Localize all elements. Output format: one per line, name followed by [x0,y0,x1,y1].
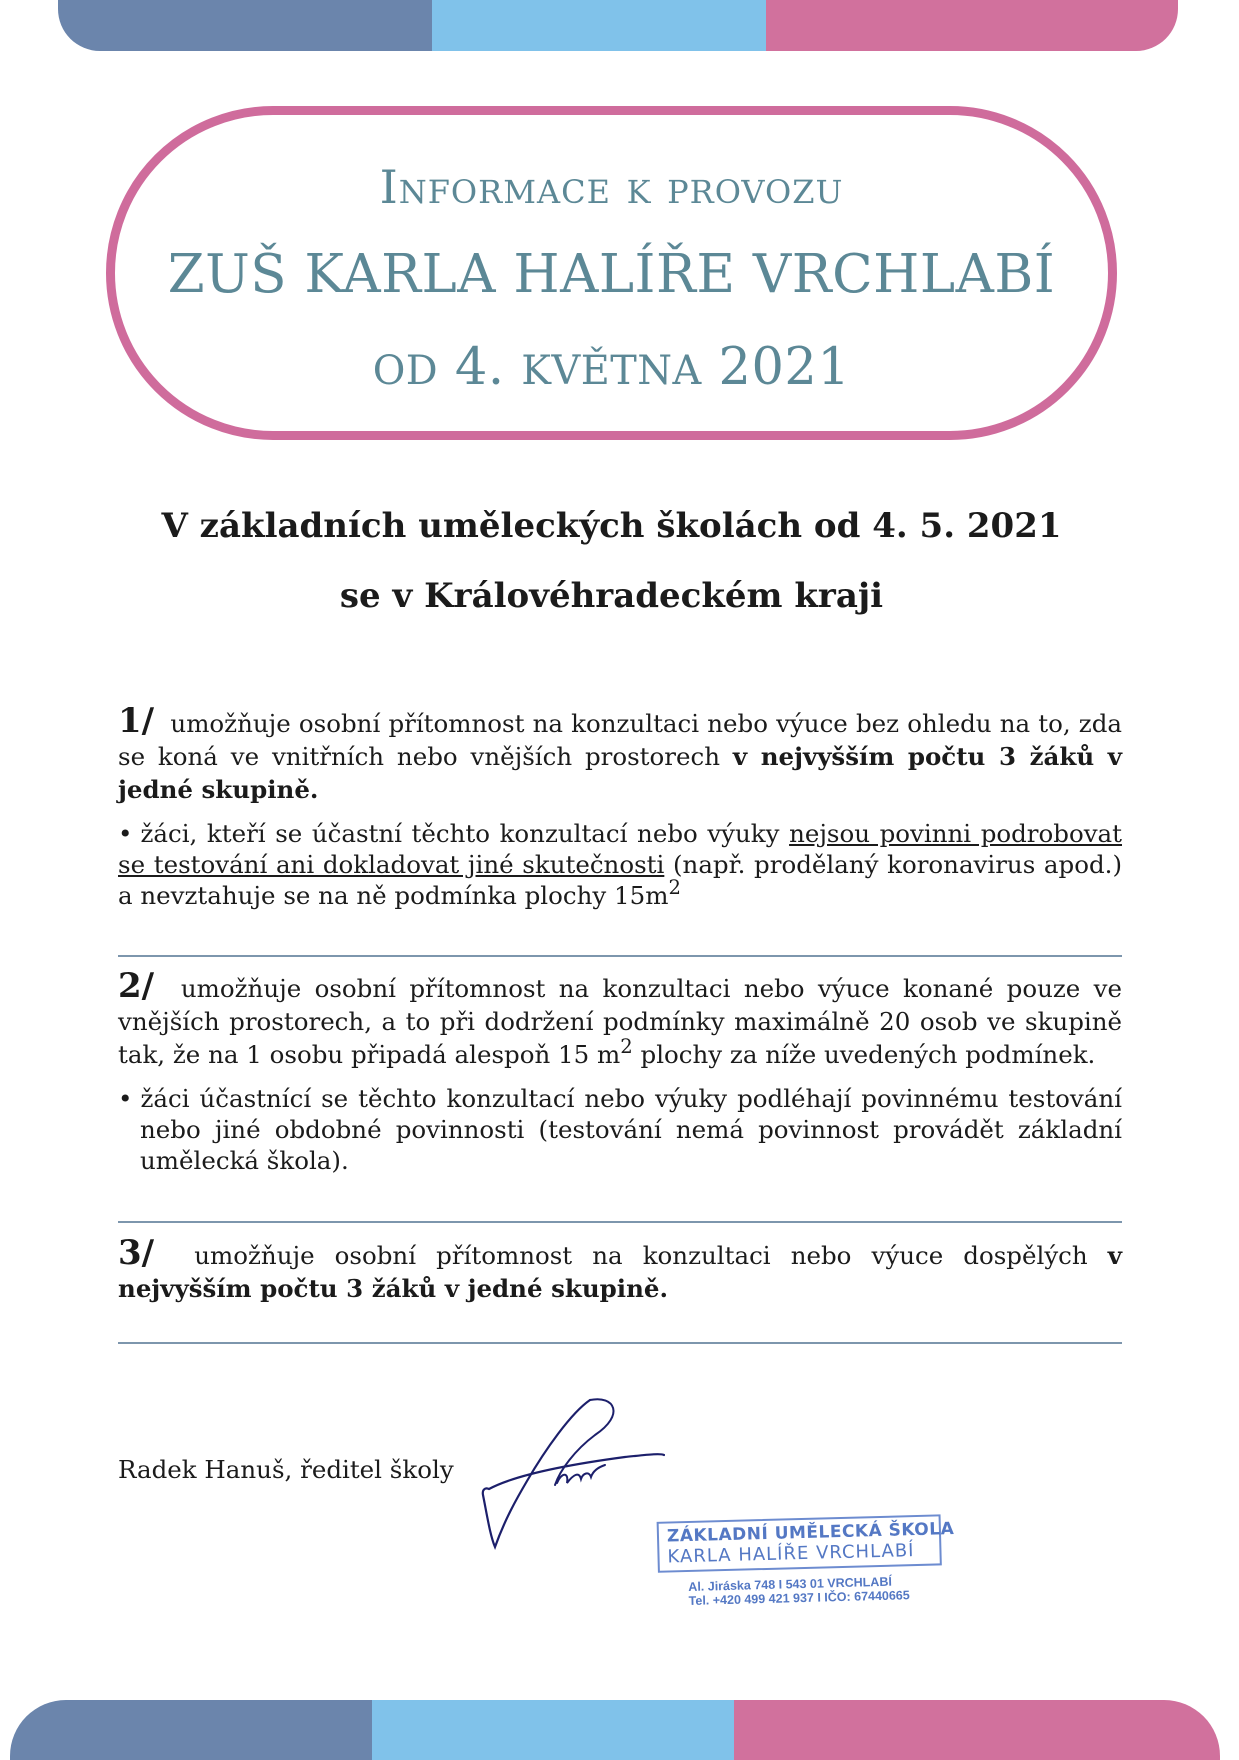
section-1-number: 1/ [118,701,155,741]
school-stamp [657,1514,955,1632]
stamp-line-4: Tel. +420 499 421 937 I IČO: 67440665 [688,1588,910,1608]
divider-3 [118,1342,1122,1344]
stamp-line-1: ZÁKLADNÍ UMĚLECKÁ ŠKOLA [666,1519,955,1547]
section-2-text-b: plochy za níže uvedených podmínek. [632,1040,1096,1069]
bullet-icon: • [118,819,133,848]
title-day: 4. [454,338,505,397]
section-2-bullet-text: žáci účastnící se těchto konzultací nebo výuky podléhají povinnému testování nebo jiné obdobné povinnosti (testování nemá povinnost provádět základní umělecká škola). [140,1084,1122,1175]
stamp-frame [657,1514,955,1572]
stamp-line-2: KARLA HALÍŘE VRCHLABÍ [667,1540,915,1568]
section-1-bullet-sup: 2 [668,876,681,900]
section-2-number: 2/ [118,966,155,1006]
signature-image [475,1395,665,1555]
bullet-icon: • [118,1084,133,1113]
title-line-3 [106,338,1117,397]
divider-1 [118,955,1122,957]
bar-segment-light-blue [372,1700,734,1760]
author-name: Radek Hanuš, ředitel školy [118,1455,454,1484]
section-2 [118,966,1123,1176]
section-1-bullet [118,818,1122,911]
title-line-1: Informace k provozu [379,160,844,214]
section-2-text-a: umožňuje osobní přítomnost na konzultaci nebo výuce konané pouze ve vnějších prostorech, a to při dodržení podmínky maximálně 20 osob ve skupině tak, že na 1 osobu připadá alespoň 15 m [118,974,1123,1069]
title-year: 2021 [718,338,851,397]
stamp-line-3: Al. Jiráska 748 I 543 01 VRCHLABÍ [688,1574,893,1595]
headline-line-2: se v Královéhradeckém kraji [339,576,884,616]
section-2-text [118,966,1123,1071]
section-3-number: 3/ [118,1233,155,1273]
top-color-bar [58,0,1178,51]
section-1-bullet-a: žáci, kteří se účastní těchto konzultací nebo výuky [140,819,790,848]
bar-segment-dark-blue [58,0,432,51]
section-1-text [118,701,1123,806]
section-2-bullet [118,1083,1122,1176]
divider-2 [118,1221,1122,1223]
section-2-sup: 2 [620,1035,633,1059]
section-3-text [118,1233,1122,1305]
headline-line-1: V základních uměleckých školách od 4. 5. 2021 [161,506,1062,546]
bar-segment-pink [734,1700,1220,1760]
section-1-bullet-b: (např. prodělaný koronavirus apod.) a nevztahuje se na ně podmínka plochy 15m [118,850,1123,910]
section-1 [118,701,1123,911]
bar-segment-dark-blue [10,1700,372,1760]
section-1-bullet-underlined: nejsou povinni podrobovat se testování ani dokladovat jiné skutečnosti [118,819,1122,879]
section-1-text-a: umožňuje osobní přítomnost na konzultaci nebo výuce bez ohledu na to, zda se koná ve vnitřních nebo vnějších prostorech [118,709,1123,771]
bottom-color-bar [10,1700,1220,1760]
bar-segment-pink [766,0,1178,51]
title-month: KVĚTNA [521,348,702,394]
title-prefix: OD [372,348,439,394]
section-3-text-a: umožňuje osobní přítomnost na konzultaci nebo výuce dospělých [194,1241,1108,1270]
section-3 [118,1233,1122,1305]
bar-segment-light-blue [432,0,766,51]
title-line-2: ZUŠ KARLA HALÍŘE VRCHLABÍ [167,244,1056,305]
section-3-bold: v nejvyšším počtu 3 žáků v jedné skupině. [118,1241,1122,1303]
section-1-bold: v nejvyšším počtu 3 žáků v jedné skupině. [118,742,1122,804]
